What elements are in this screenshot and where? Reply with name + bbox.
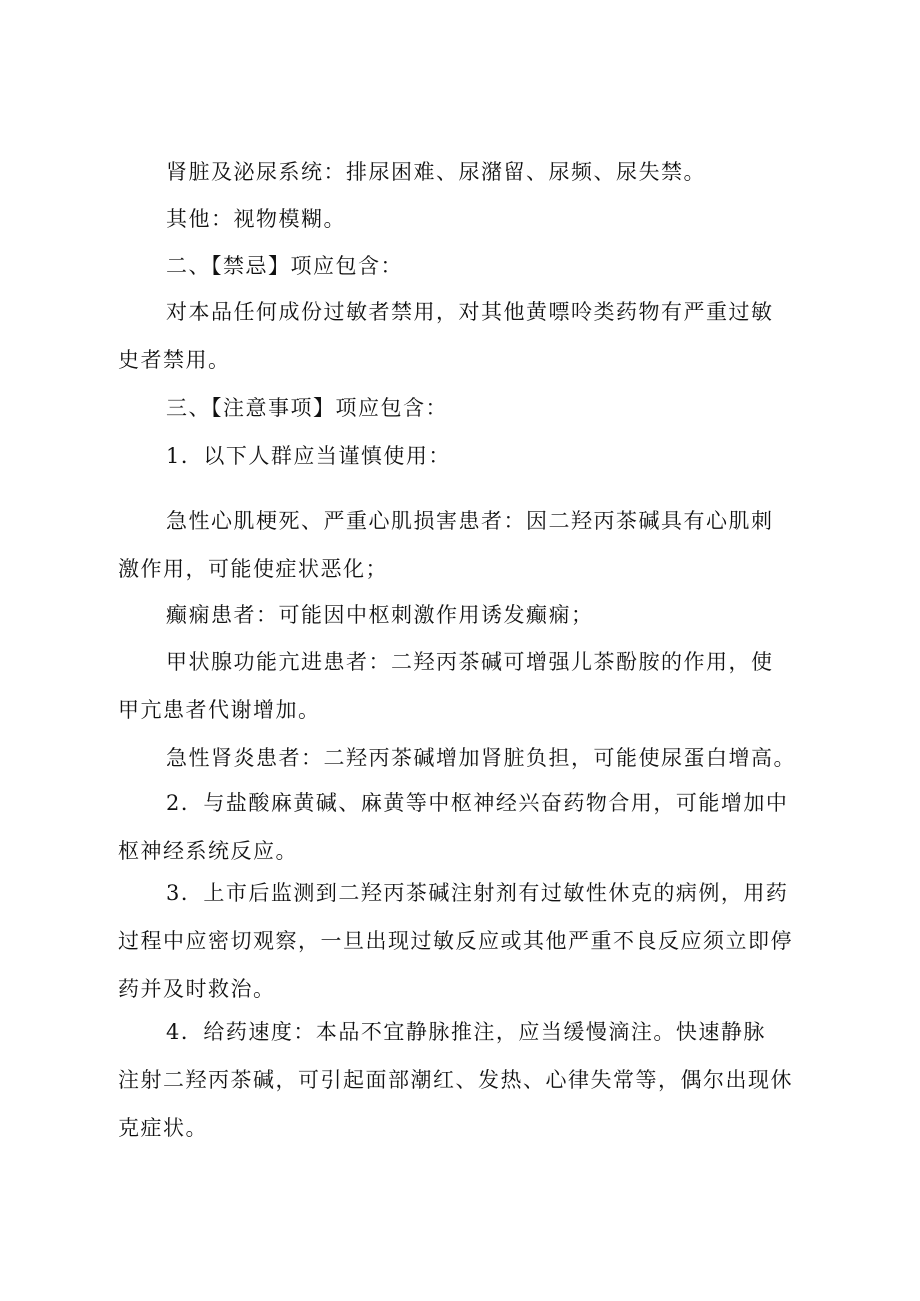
text-line: 急性肾炎患者：二羟丙茶碱增加肾脏负担，可能使尿蛋白增高。	[166, 746, 796, 770]
paragraph-hyperthyroid	[118, 638, 808, 734]
paragraph-nephritis	[118, 734, 808, 782]
heading-contraindications	[118, 242, 808, 290]
text-line: 4．给药速度：本品不宜静脉推注，应当缓慢滴注。快速静脉	[166, 1020, 766, 1044]
text-line: 癫痫患者：可能因中枢刺激作用诱发癫痫；	[166, 603, 594, 627]
item-1-heading	[118, 432, 808, 480]
text-line: 对本品任何成份过敏者禁用，对其他黄嘌呤类药物有严重过敏	[166, 300, 774, 324]
paragraph-epilepsy	[118, 591, 808, 639]
text-line: 史者禁用。	[118, 348, 231, 372]
text-line: 2．与盐酸麻黄碱、麻黄等中枢神经兴奋药物合用，可能增加中	[166, 791, 789, 815]
text-line: 其他：视物模糊。	[166, 207, 346, 231]
section-heading: 二、【禁忌】项应包含：	[166, 254, 403, 278]
text-line: 药并及时救治。	[118, 977, 276, 1001]
paragraph-renal	[118, 148, 808, 196]
text-line: 急性心肌梗死、严重心肌损害患者：因二羟丙茶碱具有心肌刺	[166, 509, 774, 533]
paragraph-contraindications	[118, 288, 808, 384]
list-item-heading: 1．以下人群应当谨慎使用：	[166, 444, 451, 468]
heading-precautions	[118, 384, 808, 432]
text-line: 肾脏及泌尿系统：排尿困难、尿潴留、尿频、尿失禁。	[166, 160, 706, 184]
paragraph-myocardial	[118, 497, 808, 593]
text-line: 注射二羟丙茶碱，可引起面部潮红、发热、心律失常等，偶尔出现休	[118, 1068, 793, 1092]
text-line: 过程中应密切观察，一旦出现过敏反应或其他严重不良反应须立即停	[118, 929, 793, 953]
text-line: 3．上市后监测到二羟丙茶碱注射剂有过敏性休克的病例，用药	[166, 881, 789, 905]
paragraph-other	[118, 195, 808, 243]
section-heading: 三、【注意事项】项应包含：	[166, 396, 448, 420]
item-2	[118, 779, 808, 875]
item-4	[118, 1008, 808, 1152]
text-line: 甲状腺功能亢进患者：二羟丙茶碱可增强儿茶酚胺的作用，使	[166, 650, 774, 674]
text-line: 甲亢患者代谢增加。	[118, 698, 321, 722]
text-line: 枢神经系统反应。	[118, 839, 298, 863]
text-line: 激作用，可能使症状恶化；	[118, 557, 388, 581]
item-3	[118, 869, 808, 1013]
text-line: 克症状。	[118, 1116, 208, 1140]
